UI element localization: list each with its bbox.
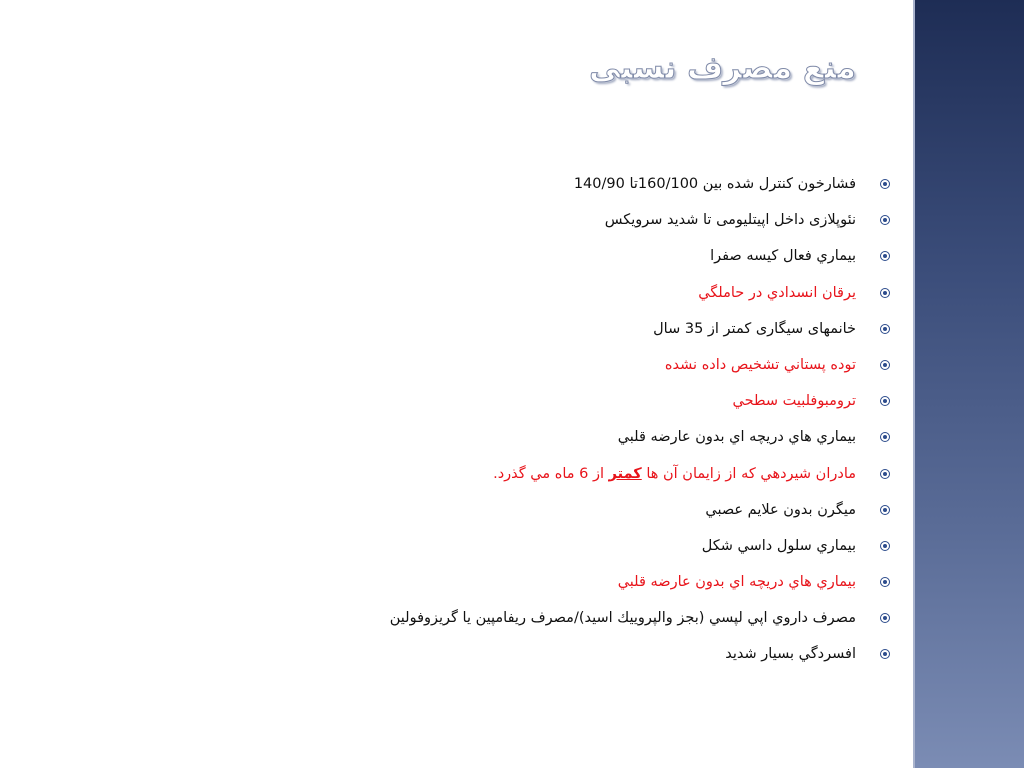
circle-dot-icon xyxy=(880,541,890,551)
list-item xyxy=(296,391,856,427)
list-item xyxy=(296,464,856,500)
bullet-text: يرقان انسدادي در حاملگي xyxy=(698,284,856,301)
circle-dot-icon xyxy=(880,432,890,442)
list-item xyxy=(296,319,856,355)
list-item xyxy=(296,644,856,680)
emphasized-word: كمتر xyxy=(608,465,642,482)
bullet-text: بيماري فعال كيسه صفرا xyxy=(710,248,856,265)
bullet-text: بيماري هاي دريچه اي بدون عارضه قلبي xyxy=(617,429,856,446)
circle-dot-icon xyxy=(880,179,890,189)
bullet-text: افسردگي بسيار شديد xyxy=(725,646,856,663)
circle-dot-icon xyxy=(880,396,890,406)
bullet-text-after: از 6 ماه مي گذرد. xyxy=(493,465,609,482)
list-item xyxy=(296,246,856,282)
bullet-list xyxy=(296,174,856,681)
bullet-text: خانمهای سیگاری کمتر از 35 سال xyxy=(653,320,856,337)
circle-dot-icon xyxy=(880,324,890,334)
list-item xyxy=(296,572,856,608)
bullet-text: ميگرن بدون علايم عصبي xyxy=(705,501,856,518)
circle-dot-icon xyxy=(880,613,890,623)
circle-dot-icon xyxy=(880,469,890,479)
list-item xyxy=(296,283,856,319)
list-item xyxy=(296,174,856,210)
circle-dot-icon xyxy=(880,215,890,225)
circle-dot-icon xyxy=(880,251,890,261)
bullet-text: مصرف داروي اپي لپسي (بجز والپروييك اسيد)/مصرف ريفامپين يا گريزوفولين xyxy=(389,610,856,627)
bullet-text xyxy=(493,464,856,484)
list-item xyxy=(296,500,856,536)
bullet-text: توده پستاني تشخيص داده نشده xyxy=(664,356,856,373)
bullet-text: ترومبوفلبيت سطحي xyxy=(732,393,856,410)
list-item xyxy=(296,536,856,572)
circle-dot-icon xyxy=(880,360,890,370)
list-item xyxy=(296,210,856,246)
circle-dot-icon xyxy=(880,288,890,298)
bullet-text: بيماري هاي دريچه اي بدون عارضه قلبي xyxy=(617,574,856,591)
list-item xyxy=(296,355,856,391)
circle-dot-icon xyxy=(880,505,890,515)
bullet-text: نئوپلازی داخل اپیتلیومی تا شدید سرویکس xyxy=(604,212,856,229)
circle-dot-icon xyxy=(880,649,890,659)
decorative-side-bar xyxy=(913,0,1024,768)
list-item xyxy=(296,427,856,463)
circle-dot-icon xyxy=(880,577,890,587)
side-bar-edge xyxy=(913,0,915,768)
list-item xyxy=(296,608,856,644)
bullet-text: بيماري سلول داسي شكل xyxy=(701,537,856,554)
bullet-text: فشارخون کنترل شده بین 160/100تا 140/90 xyxy=(573,176,856,192)
slide-title: منع مصرف نسبی xyxy=(589,50,856,86)
bullet-text-before: مادران شيردهي كه از زايمان آن ها xyxy=(641,465,856,482)
